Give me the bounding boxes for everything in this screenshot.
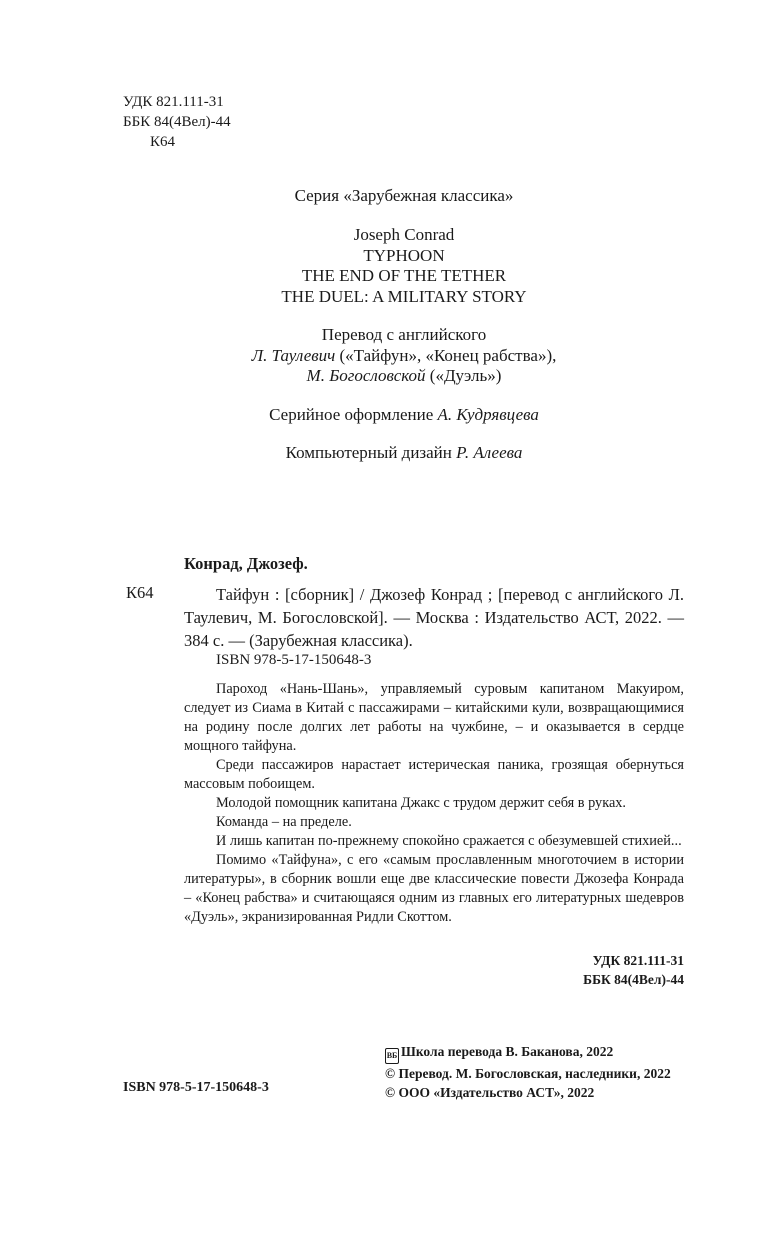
isbn-bottom: ISBN 978-5-17-150648-3 xyxy=(123,1080,269,1095)
series-design-credit xyxy=(0,405,768,426)
original-author: Joseph Conrad xyxy=(353,225,455,244)
translator-2: М. Богословской xyxy=(306,366,426,385)
original-title-block xyxy=(0,225,768,307)
author-mark: К64 xyxy=(150,134,176,150)
annotation xyxy=(184,680,684,927)
copyright-publisher: © ООО «Издательство АСТ», 2022 xyxy=(385,1085,595,1100)
copyright-school: Школа перевода В. Баканова, 2022 xyxy=(401,1044,614,1059)
classification-codes-bottom xyxy=(500,951,684,989)
record-isbn: ISBN 978-5-17-150648-3 xyxy=(216,652,372,668)
translator-line-2 xyxy=(0,366,768,387)
translator-1: Л. Таулевич xyxy=(251,345,336,365)
record-author-heading: Конрад, Джозеф. xyxy=(184,554,308,573)
copyright-translation: © Перевод. М. Богословская, наследники, 2022 xyxy=(385,1066,671,1081)
original-title-1: TYPHOON xyxy=(363,245,445,265)
bbk-code: ББК 84(4Вел)-44 xyxy=(123,114,231,130)
classification-codes xyxy=(123,92,231,152)
annotation-paragraph: И лишь капитан по-прежнему спокойно сражается с обезумевшей стихией... xyxy=(216,833,682,849)
bbk-code-bottom: ББК 84(4Вел)-44 xyxy=(583,972,684,987)
computer-design-label: Компьютерный дизайн xyxy=(285,443,457,462)
series-designer: А. Кудрявцева xyxy=(437,405,539,424)
udk-code: УДК 821.111-31 xyxy=(123,94,224,110)
original-title-2: THE END OF THE TETHER xyxy=(301,266,507,285)
translation-credits xyxy=(0,325,768,387)
translation-line: Перевод с английского xyxy=(321,325,487,344)
annotation-paragraph: Пароход «Нань-Шань», управляемый суровым капитаном Макуиром, следует из Сиама в Китай с пассажирами – китайскими кули, возвращающимися на родину после долгих лет работы на чужбине, – и оказывается в сердце мощного тайфуна. xyxy=(184,681,684,754)
original-title-3: THE DUEL: A MILITARY STORY xyxy=(281,286,527,306)
annotation-paragraph: Помимо «Тайфуна», с его «самым прославленным многоточием в истории литературы», в сборник вошли еще две классические повести Джозефа Конрада – «Конец рабства» и считающаяся одним из главных его литературных шедевров «Дуэль», экранизированная Ридли Скоттом. xyxy=(184,852,684,925)
series-design-label: Серийное оформление xyxy=(269,405,438,424)
bibliographic-description: Тайфун : [сборник] / Джозеф Конрад ; [перевод с английского Л. Таулевич, М. Богословской]. — Москва : Издательство АСТ, 2022. — 384 с. — (Зарубежная классика). xyxy=(184,585,684,650)
translator-2-works: («Дуэль») xyxy=(425,366,502,385)
udk-code-bottom: УДК 821.111-31 xyxy=(592,953,684,968)
translator-line-1 xyxy=(0,346,768,367)
translator-1-works: («Тайфун», «Конец рабства»), xyxy=(335,345,557,365)
computer-designer: Р. Алеева xyxy=(456,443,523,462)
publisher-logo-icon: ВБ xyxy=(385,1048,399,1064)
copyright-block xyxy=(385,1042,671,1102)
annotation-paragraph: Среди пассажиров нарастает истерическая паника, грозящая обернуться массовым побоищем. xyxy=(184,757,684,792)
annotation-paragraph: Команда – на пределе. xyxy=(216,814,352,830)
annotation-paragraph: Молодой помощник капитана Джакс с трудом держит себя в руках. xyxy=(216,795,627,811)
series-line: Серия «Зарубежная классика» xyxy=(294,186,514,205)
computer-design-credit xyxy=(0,443,768,464)
record-mark: К64 xyxy=(126,583,154,602)
